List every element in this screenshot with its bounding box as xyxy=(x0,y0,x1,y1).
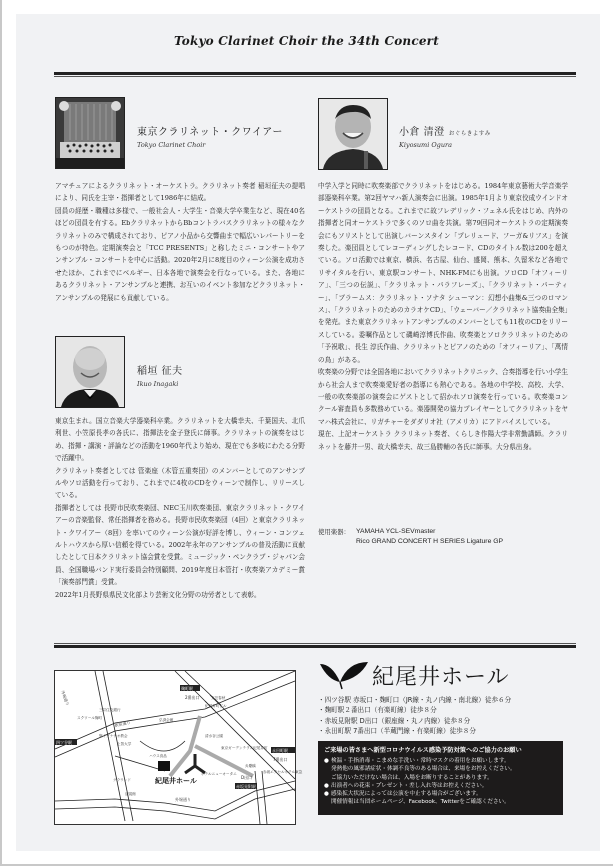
instrument-item: Rico GRAND CONCERT H SERIES Ligature GP xyxy=(356,538,504,545)
soloist-name-kanji: 小倉 清澄 xyxy=(399,127,445,138)
notice-heading: ご来場の皆さまへ新型コロナウイルス感染予防対策へのご協力のお願い xyxy=(324,747,522,754)
map-station-label: 永田町駅 xyxy=(272,748,288,753)
map-landmark: 聖イグナチオ教会 xyxy=(99,734,128,738)
notice-line: 検温・手指消毒・こまめな手洗い・常時マスクの着用をお願いします。 xyxy=(331,758,510,764)
map-landmark: グラウンド xyxy=(113,778,131,782)
choir-name-block xyxy=(137,123,283,149)
soloist-bio-paragraph: 中学入学と同時に吹奏楽部でクラリネットをはじめる。1984年東京藝術大学音楽学部器楽科卒業。第2回ヤマハ新人演奏会に出演。1985年1月より東京佼成ウインドオーケストラの団員となる。これまでに故フレデリック・フェネル氏をはじめ、内外の指揮者と同オーケストラで多くのソロ曲を共演。第79回同オーケストラの定期演奏会にもソリストとして出演しバーンスタイン「プレリュード、フーガ&リフス」を演奏した。楽団員としてレコーディングしたレコード、CDのタイトル数は200を超えている。ソロ活動では東京、横浜、名古屋、仙台、盛岡、熊本、久留米など各地でリサイタルを行い、東京駅コンサート、NHK-FMにも出演。ソロCD「オフィーリア」、「三つの伝説」、「クラリネット・パラフレーズ」、「クラリネット・パーティー」、「ブラームス：クラリネット・ソナタ シューマン：幻想小曲集&三つのロマンス」、「クラリネットのためのカラオケCD」、「ウェーバー／クラリネット協奏曲全集」を発売。また東京クラリネットアンサンブルのメンバーとしても11枚のCDをリリースしている。委嘱作品として磯崎淳博氏作曲、吹奏楽とソロクラリネットのための「予祝歌」、長生 淳氏作曲、クラリネットとピアノのための「オフィーリア」、「萬情の鳥」がある。 xyxy=(318,182,568,364)
soloist-name-en: Kiyosumi Ogura xyxy=(399,141,453,149)
access-item: ・麹町駅２番出口（有楽町線）徒歩８分 xyxy=(318,706,437,715)
conductor-bio-paragraph: クラリネット奏者としては 管楽座（木管五重奏団）のメンバーとしてのアンサンブルやソロ活動を行っており、これまでに4枚のCDをウィーンで制作し、リリースしている。 xyxy=(55,466,305,500)
notice-line: ご協力いただけない場合は、入場をお断りすることがあります。 xyxy=(331,774,493,781)
choir-bio xyxy=(55,180,305,304)
top-divider xyxy=(54,72,576,77)
notice-line: 発熱他の風邪諸症状・体調不良等のある場合は、来場をお控えください。 xyxy=(331,766,516,773)
map-station-label: 赤坂見附駅 xyxy=(236,784,256,789)
map-hall-label: 紀尾井ホール xyxy=(155,777,197,785)
map-landmark: 三井住友銀行 xyxy=(99,708,121,712)
map-landmark: 東京ガーデンテラス紀尾井町 xyxy=(221,746,268,750)
venue-name: 紀尾井ホール xyxy=(372,665,510,690)
covid-notice xyxy=(318,741,563,815)
access-map xyxy=(54,670,303,825)
soloist-bio xyxy=(318,180,568,453)
map-exit-label: 2番出口 xyxy=(185,695,200,700)
soloist-name-kana: おぐらきよすみ xyxy=(448,131,491,137)
map-landmark: ホテルニューオータニ xyxy=(201,772,237,776)
choir-photo xyxy=(55,97,125,169)
choir-name-jp: 東京クラリネット・クワイアー xyxy=(137,127,283,138)
soloist-photo xyxy=(318,98,388,170)
map-landmark: 文芸春秋 xyxy=(211,696,226,700)
notice-line: 開催情報は当団ホームページ、Facebook、Twitterをご確認ください。 xyxy=(331,799,510,806)
access-item: ・四ツ谷駅 赤坂口・麹町口（JR線・丸ノ内線・南北線）徒歩６分 xyxy=(318,696,512,704)
conductor-bio-paragraph: 東京生まれ。国立音楽大学器楽科卒業。クラリネットを大橋幸夫、千葉国夫、北爪利世、小笠原長孝の各氏に、指揮法を金子登氏に師事。クラリネットの演奏をはじめ、指揮・講演・評論などの活動を1960年代より始め、現在でも多岐にわたる分野で活躍中。 xyxy=(55,417,305,463)
bullet-icon: ● xyxy=(324,782,329,789)
choir-name-en: Tokyo Clarinet Choir xyxy=(137,141,206,149)
bottom-divider xyxy=(54,643,576,648)
hall-building-marker xyxy=(158,761,170,771)
conductor-name-block xyxy=(137,362,183,388)
choir-bio-paragraph: アマチュアによるクラリネット・オーケストラ。クラリネット奏者 稲垣征夫の提唱により、同氏を主宰・指揮者として1986年に結成。 xyxy=(55,182,305,203)
bullet-icon: ● xyxy=(324,758,329,764)
page-title: Tokyo Clarinet Choir the 34th Concert xyxy=(174,34,439,48)
instruments-label: 使用楽器： xyxy=(318,528,350,536)
soloist-name-block xyxy=(399,123,491,149)
map-landmark: 迎賓館 xyxy=(125,792,136,796)
map-road-label: 外堀通り xyxy=(60,689,71,707)
map-landmark: 赤坂エクセルホテル東急 xyxy=(263,770,303,774)
bullet-icon: ● xyxy=(324,791,329,798)
soloist-bio-paragraph: 現在、上記オーケストラ クラリネット奏者、くらしき作陽大学非常勤講師。クラリネットを藤井一男、故大橋幸夫、故三島勝輔の各氏に師事。大分県出身。 xyxy=(318,430,568,451)
map-exit-label: 7番出口 xyxy=(273,757,288,762)
access-item: ・赤坂見附駅 D出口（銀座線・丸ノ内線）徒歩８分 xyxy=(318,716,471,725)
instrument-item: YAMAHA YCL-SEVmaster xyxy=(356,528,436,535)
soloist-name-jp xyxy=(399,123,491,138)
conductor-name-en: Ikuo Inagaki xyxy=(137,380,179,388)
map-station-label: 麹町駅 xyxy=(181,686,193,691)
conductor-bio xyxy=(55,415,305,601)
conductor-bio-paragraph: 2022年1月長野県県民文化部より芸術文化分野の功労者として表彰。 xyxy=(55,590,261,599)
map-landmark: 弁慶橋 xyxy=(245,764,256,768)
venue-access-list xyxy=(318,695,511,737)
notice-line: 出演者への花束・プレゼント・差し入れ等はお控えください。 xyxy=(331,782,488,789)
leaf-logo-icon xyxy=(318,660,370,694)
access-item: ・永田町駅 7番出口（半蔵門線・有楽町線）徒歩８分 xyxy=(318,727,476,736)
notice-line: 感染拡大状況によっては公演を中止する場合がございます。 xyxy=(331,791,482,798)
conductor-photo xyxy=(55,336,125,408)
map-landmark: 清水谷公園 xyxy=(205,734,223,738)
conductor-bio-paragraph: 指揮者としては 長野市民吹奏楽団、NEC玉川吹奏楽団、東京クラリネット・クワイアーの音楽監督、常任指揮者を務める。長野市民吹奏楽団（4回）と東京クラリネット・クワイアー（8回）を率いてのウィーン公演が好評を博し、ウィーン・コンツェルトハウスから厚い信頼を得ている。2002年永年のアンサンブルの普及活動に貢献したとして日本クラリネット協会賞を受賞。ミュージック・ペンクラブ・ジャパン会員、全国職場バンド実行委員会特別顧問、2019年度日本管打・吹奏楽アカデミー賞「演奏部門賞」受賞。 xyxy=(55,503,305,587)
map-exit-label: D出口 xyxy=(241,775,253,780)
map-road-label: 外堀通り xyxy=(175,797,191,802)
map-landmark: 上智大学 xyxy=(117,742,132,746)
map-landmark: ハウス食品 xyxy=(149,754,167,758)
choir-bio-paragraph: 団員の経歴・職種は多様で、一般社会人・大学生・音楽大学卒業生など、現在40名ほどの団員を有する。EbクラリネットからBbコントラバスクラリネットの様々なクラリネットのみで構成されており、ピアノ小品から交響曲まで幅広いレパートリーをもつのが特色。定期演奏会と「TCC PRESENTS」と称したミニ・コンサートやアンサンブル・コンサートを中心に活動。2020年2月に8度目のウィーン公演を成功させたほか、これまでにベルギー、日本各地で演奏会を行なっている。また、各地にあるクラリネット・アンサンブルと連携、お互いのイベント参加などクラリネット・アンサンブルの発展にも貢献している。 xyxy=(55,206,305,302)
map-landmark: スクワール麹町 xyxy=(77,716,103,720)
map-landmark: 紀尾井町ビル xyxy=(205,704,227,708)
soloist-bio-paragraph: 吹奏楽の分野では全国各地においてクラリネットクリニック、合奏指導を行い小学生から社会人まで吹奏楽愛好者の指導にも熱心である。各地の中学校、高校、大学、一般の吹奏楽部の演奏会にゲストとして招かれソロ演奏を行っている。吹奏楽コンクール審査員も多数務めている。楽器開発の協力プレイヤーとしてクラリネットをヤマハ株式会社に、リガチャーをダダリオ社（アメリカ）にアドバイスしている。 xyxy=(318,368,568,426)
map-station-label: 四ツ谷駅 xyxy=(56,740,72,745)
conductor-name-jp: 稲垣 征夫 xyxy=(137,366,183,377)
soloist-instruments xyxy=(318,527,503,547)
map-road-label: 新宿通り xyxy=(114,719,131,728)
map-landmark: 弘済会館 xyxy=(159,718,174,722)
